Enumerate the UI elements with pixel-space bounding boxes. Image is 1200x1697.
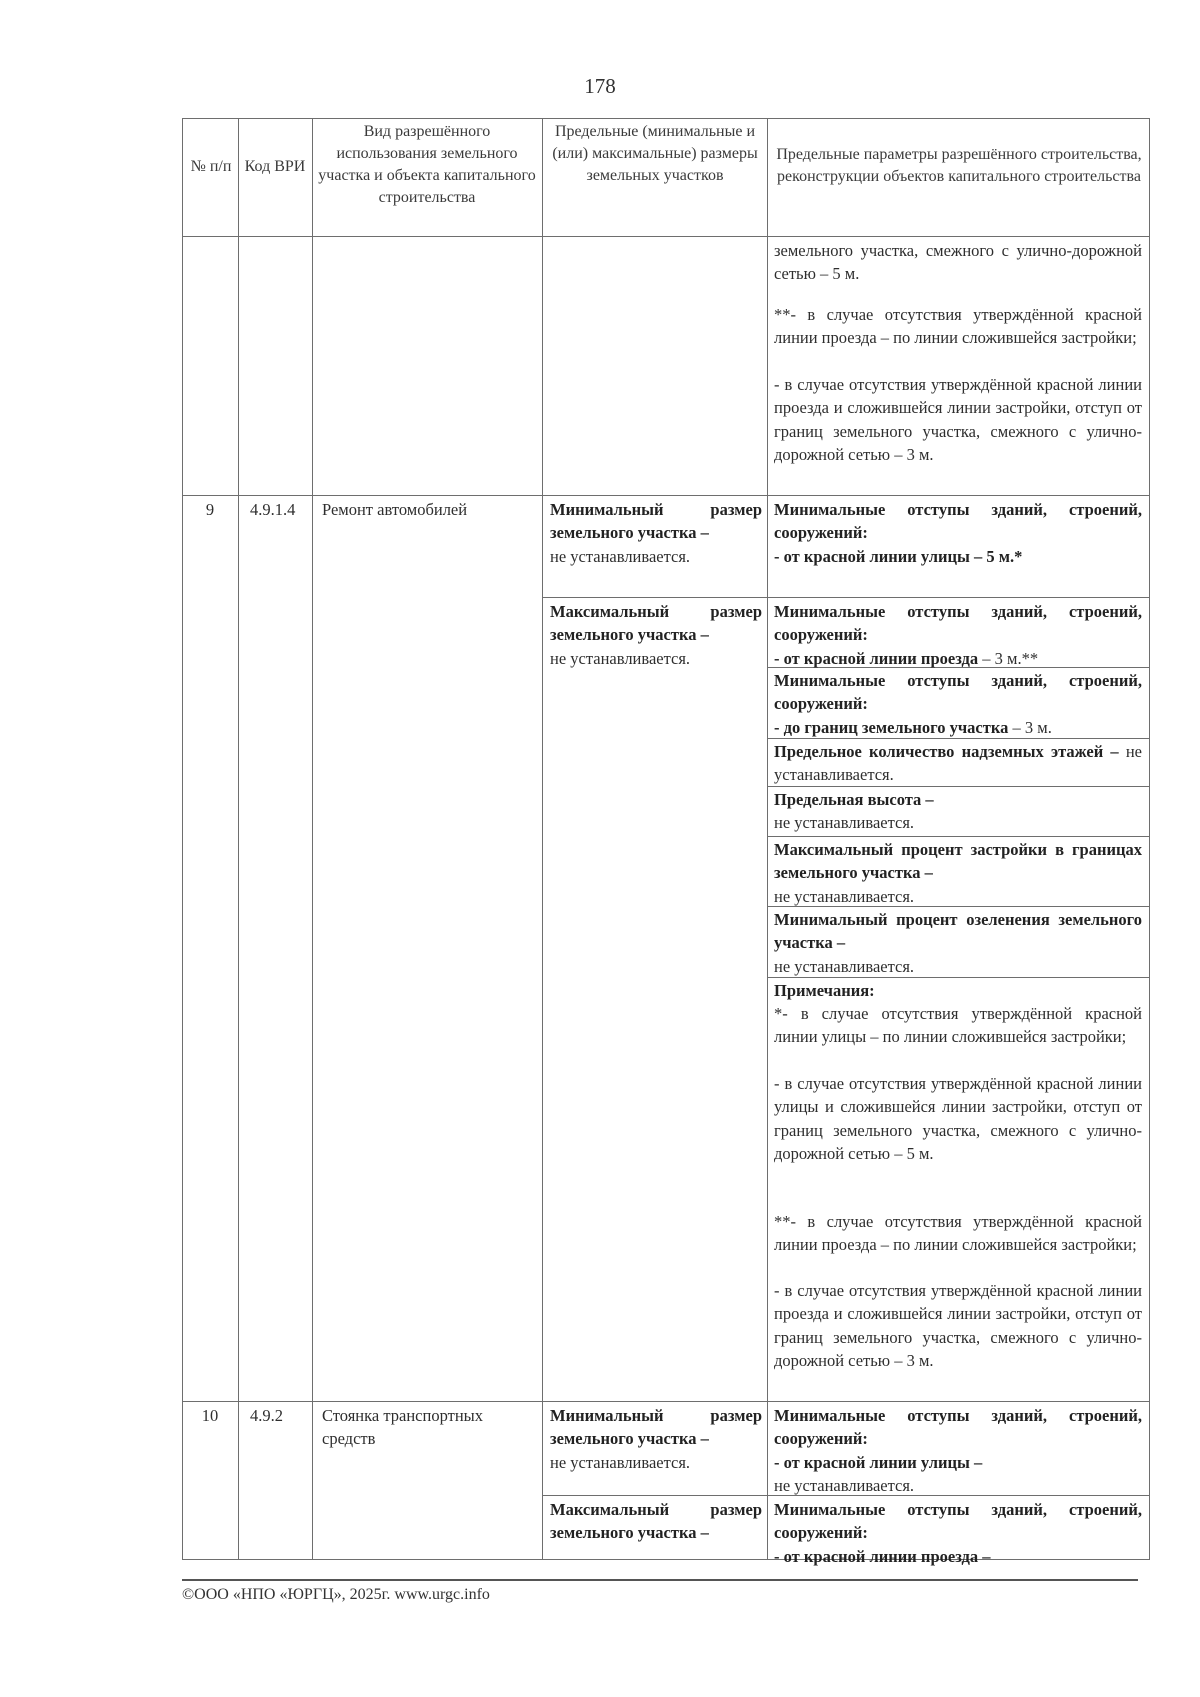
row9-coverage <box>774 838 1142 908</box>
row10-setback-street-label: Минимальные отступы зданий, строений, сооружений: <box>774 1406 1142 1449</box>
row9-height-value: не устанавливается. <box>774 813 915 833</box>
row9-notes-title: Примечания: <box>774 981 875 1000</box>
row10-min-size-label: Минимальный размер земельного участка – <box>550 1406 762 1449</box>
row10-setback-driveway-value: - от красной линии проезда – <box>774 1546 991 1566</box>
regulations-table <box>182 118 1150 1566</box>
row9-max-size-label: Максимальный размер земельного участка – <box>550 602 762 645</box>
header-sizes: Предельные (минимальные и (или) максимальные) размеры земельных участков <box>552 123 758 184</box>
row10-min-size-value: не устанавливается. <box>550 1452 691 1472</box>
row9-greening <box>774 908 1142 978</box>
continued-text-1: земельного участка, смежного с улично-дорожной сетью – 5 м. <box>774 241 1142 284</box>
row9-setback-street <box>774 498 1142 568</box>
row10-max-size <box>550 1498 762 1545</box>
row9-setback-driveway-label: Минимальные отступы зданий, строений, сооружений: <box>774 602 1142 645</box>
row10-kind: Стоянка транспортных средств <box>322 1406 483 1449</box>
row9-height <box>774 788 1142 835</box>
header-code: Код ВРИ <box>244 158 306 175</box>
row9-max-size <box>550 600 762 670</box>
row9-coverage-value: не устанавливается. <box>774 886 915 906</box>
row9-coverage-label: Максимальный процент застройки в границах земельного участка – <box>774 840 1142 883</box>
header-params: Предельные параметры разрешённого строительства, реконструкции объектов капитального строительства <box>776 146 1142 185</box>
row9-greening-value: не устанавливается. <box>774 956 915 976</box>
row10-setback-street <box>774 1404 1142 1497</box>
row9-setback-boundary-value: - до границ земельного участка <box>774 717 1009 737</box>
row9-min-size-label: Минимальный размер земельного участка – <box>550 500 762 543</box>
footer-divider <box>182 1579 1138 1581</box>
continued-text-3: - в случае отсутствия утверждённой красной линии проезда и сложившейся линии застройки, отступ от границ земельного участка, смежного с улично-дорожной сетью – 3 м. <box>774 375 1142 464</box>
continued-text-2: **- в случае отсутствия утверждённой красной линии проезда – по линии сложившейся застройки; <box>774 305 1142 348</box>
row9-floors-label: Предельное количество надземных этажей – <box>774 742 1119 761</box>
row9-note-1: *- в случае отсутствия утверждённой красной линии улицы – по линии сложившейся застройки; <box>774 1004 1142 1047</box>
row10-setback-street-value2: не устанавливается. <box>774 1475 915 1495</box>
header-kind: Вид разрешённого использования земельного участка и объекта капитального строительства <box>318 123 536 206</box>
row10-number: 10 <box>201 1406 219 1425</box>
row9-setback-boundary-label: Минимальные отступы зданий, строений, сооружений: <box>774 671 1142 714</box>
row9-setback-driveway-suffix: – 3 м.** <box>978 648 1039 668</box>
row10-min-size <box>550 1404 762 1474</box>
row9-setback-driveway <box>774 600 1142 670</box>
row9-min-size-value: не устанавливается. <box>550 546 691 566</box>
row9-note-3: **- в случае отсутствия утверждённой красной линии проезда – по линии сложившейся застройки; <box>774 1212 1142 1255</box>
row9-setback-driveway-value: - от красной линии проезда <box>774 648 979 668</box>
row9-floors <box>774 740 1142 787</box>
row9-height-label: Предельная высота – <box>774 790 934 809</box>
row9-min-size <box>550 498 762 568</box>
row9-setback-boundary <box>774 669 1142 739</box>
row9-note-2: - в случае отсутствия утверждённой красной линии улицы и сложившейся линии застройки, отступ от границ земельного участка, смежного с улично-дорожной сетью – 5 м. <box>774 1074 1142 1163</box>
page-number: 178 <box>584 74 616 98</box>
row9-setback-boundary-suffix: – 3 м. <box>1008 717 1052 737</box>
row10-setback-driveway <box>774 1498 1142 1568</box>
row9-max-size-value: не устанавливается. <box>550 648 691 668</box>
row10-setback-driveway-label: Минимальные отступы зданий, строений, сооружений: <box>774 1500 1142 1543</box>
row9-kind: Ремонт автомобилей <box>322 500 468 519</box>
row9-setback-street-label: Минимальные отступы зданий, строений, сооружений: <box>774 500 1142 543</box>
row9-setback-street-value: - от красной линии улицы – 5 м.* <box>774 546 1023 566</box>
row9-greening-label: Минимальный процент озеленения земельного участка – <box>774 910 1142 953</box>
row9-number: 9 <box>205 500 215 519</box>
footer-copyright: ©ООО «НПО «ЮРГЦ», 2025г. www.urgc.info <box>182 1586 490 1603</box>
row10-code: 4.9.2 <box>250 1406 283 1425</box>
row9-note-4: - в случае отсутствия утверждённой красной линии проезда и сложившейся линии застройки, отступ от границ земельного участка, смежного с улично-дорожной сетью – 3 м. <box>774 1281 1142 1370</box>
header-number: № п/п <box>190 158 232 175</box>
row10-max-size-label: Максимальный размер земельного участка – <box>550 1500 762 1543</box>
row9-code: 4.9.1.4 <box>250 500 296 519</box>
row9-floors-value: не устанавливается. <box>774 742 1142 785</box>
row10-setback-street-value: - от красной линии улицы – <box>774 1452 983 1472</box>
